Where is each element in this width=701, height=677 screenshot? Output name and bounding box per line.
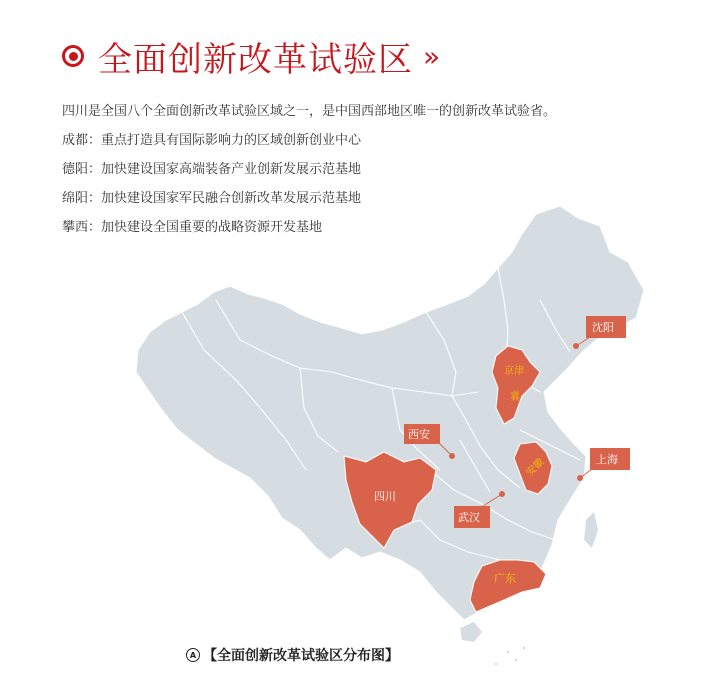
description-line: 德阳：加快建设国家高端装备产业创新发展示范基地 xyxy=(62,162,362,177)
region-label-jingjinji-line2: 冀 xyxy=(510,392,520,403)
region-label-jingjinji-line1: 京津 xyxy=(504,366,524,377)
city-label-shanghai: 上海 xyxy=(596,453,618,466)
description-line: 成都：重点打造具有国际影响力的区域创新创业中心 xyxy=(62,133,362,148)
region-label-guangdong: 广东 xyxy=(494,572,516,585)
city-label-xian: 西安 xyxy=(408,428,430,441)
page-title: 全面创新改革试验区 xyxy=(98,39,413,80)
taiwan-island xyxy=(584,512,598,548)
china-outline xyxy=(136,206,644,620)
circled-a-icon: A xyxy=(186,648,200,662)
south-sea-islands xyxy=(495,647,525,665)
description-line: 绵阳：加快建设国家军民融合创新改革发展示范基地 xyxy=(62,191,362,206)
city-label-wuhan: 武汉 xyxy=(458,511,480,524)
region-label-sichuan: 四川 xyxy=(374,490,396,503)
guangdong-region xyxy=(470,560,546,612)
hainan-island xyxy=(460,622,482,642)
region-label-anhui: 安徽 xyxy=(524,456,547,479)
description-line: 攀西：加快建设全国重要的战略资源开发基地 xyxy=(62,220,323,235)
map-caption xyxy=(186,645,399,665)
description-line: 四川是全国八个全面创新改革试验区域之一，是中国西部地区唯一的创新改革试验省。 xyxy=(62,104,557,119)
city-label-shenyang: 沈阳 xyxy=(592,321,614,334)
caption-text: 【全面创新改革试验区分布图】 xyxy=(203,648,399,664)
double-chevron-icon: » xyxy=(423,39,441,73)
